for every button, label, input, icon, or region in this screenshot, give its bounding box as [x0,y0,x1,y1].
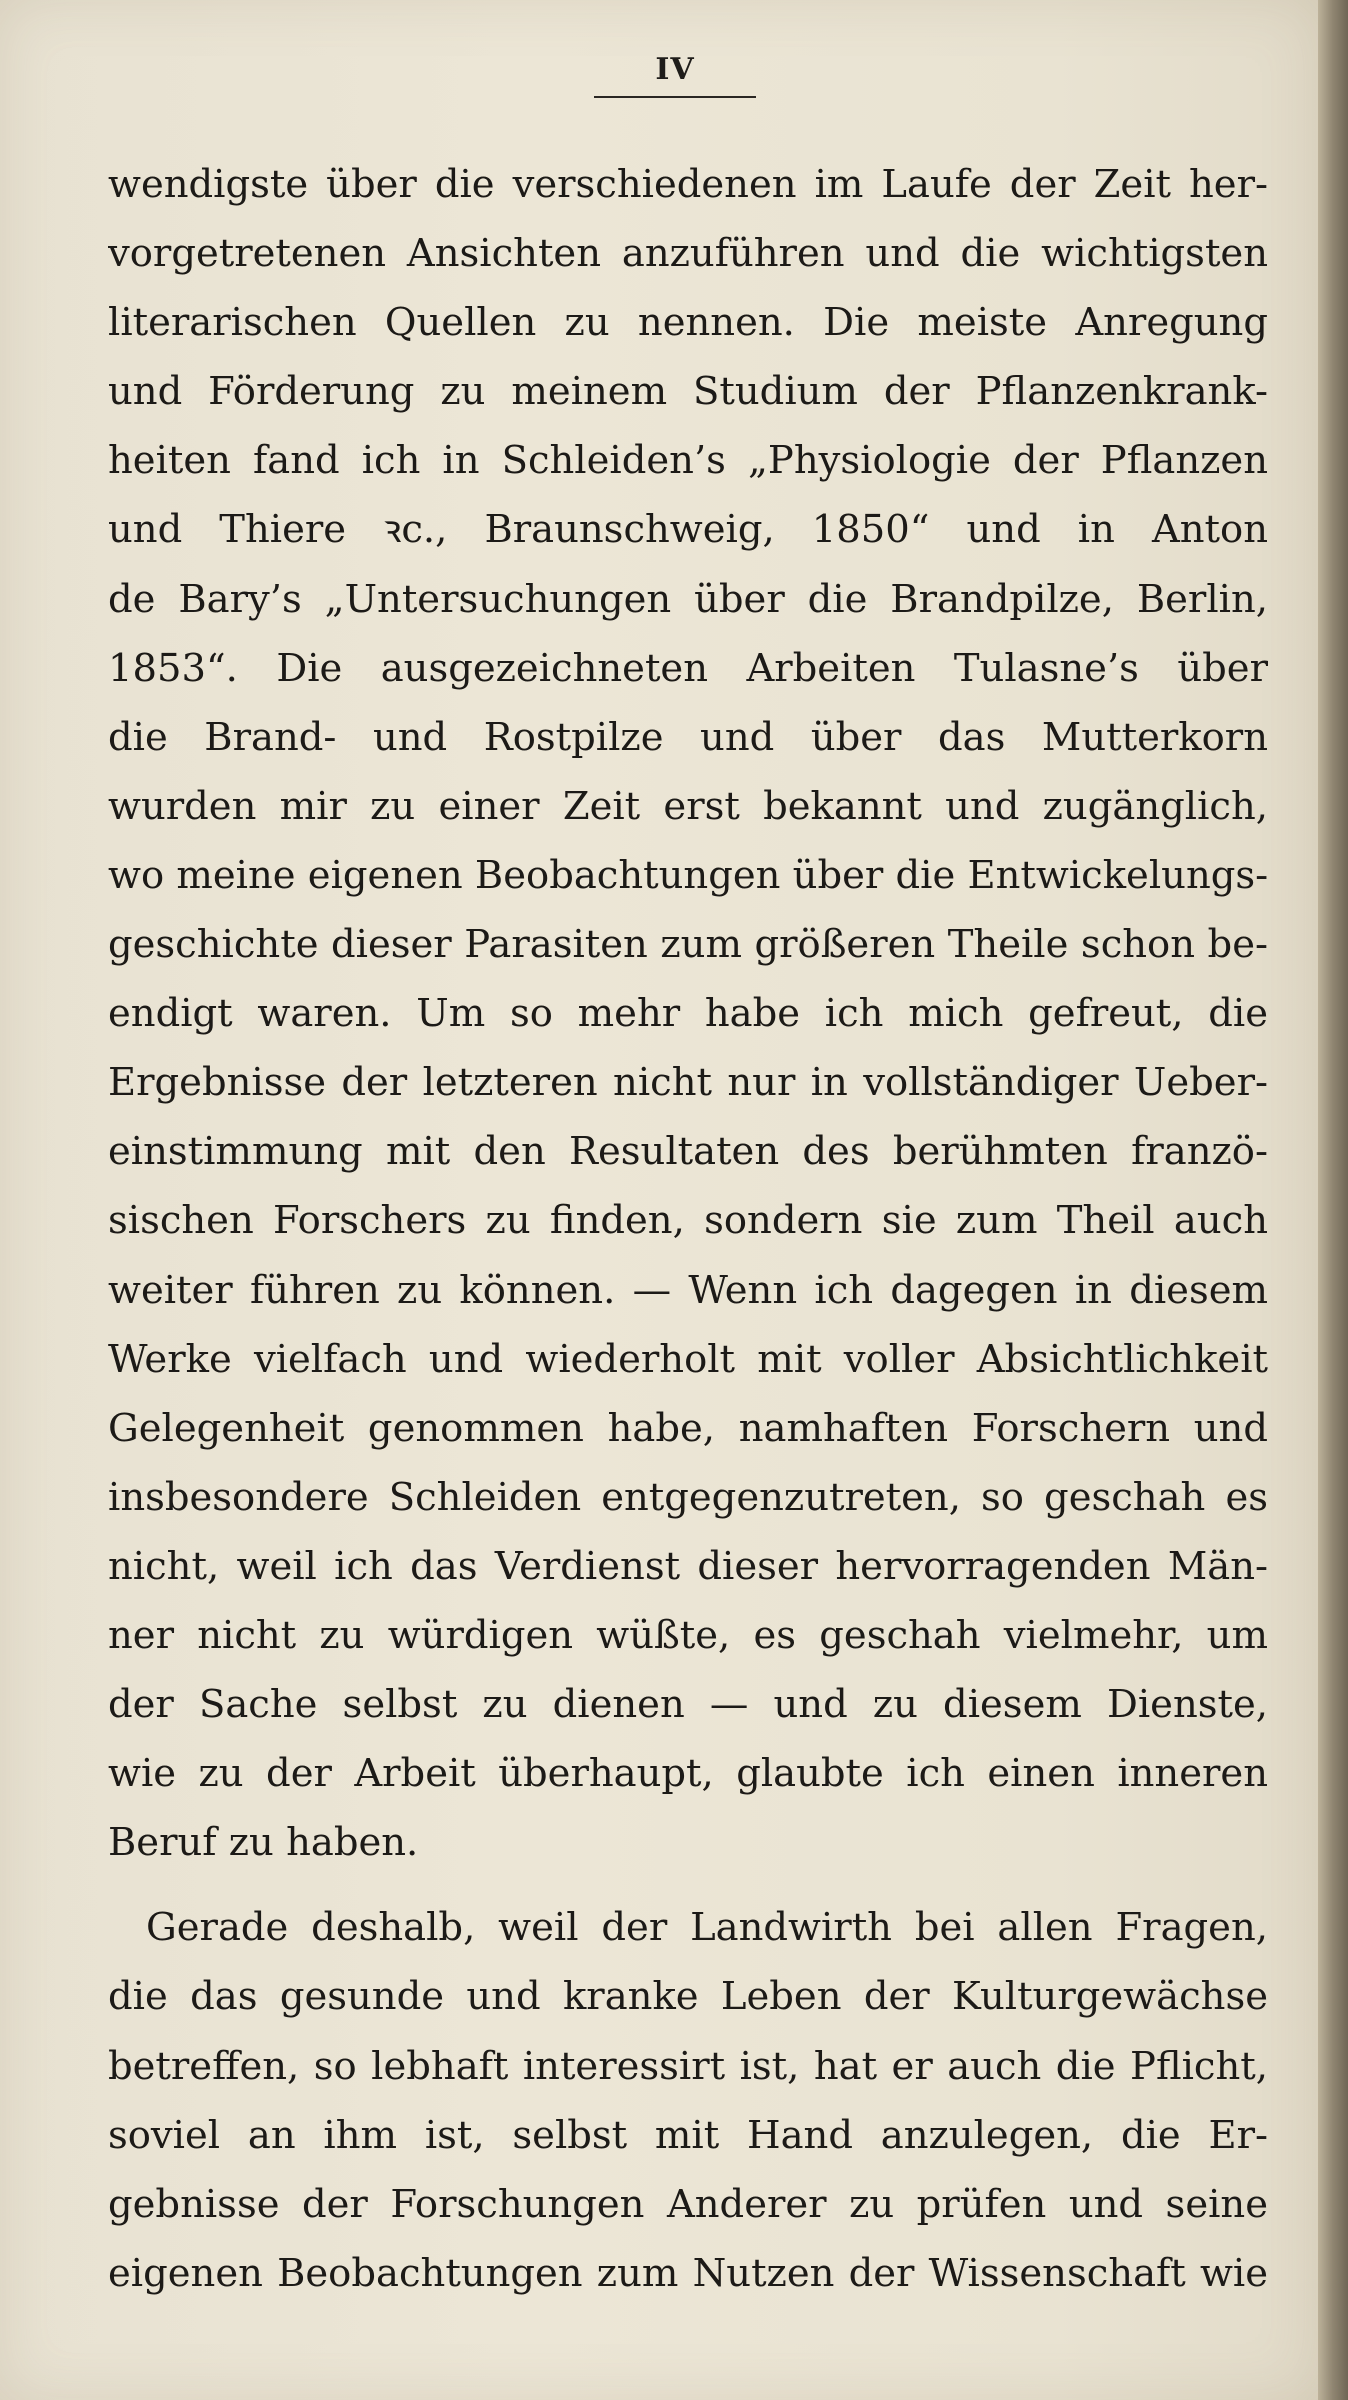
text-line: 1853“. Die ausgezeichneten Arbeiten Tulasne’s über [108,645,1268,691]
text-line: endigt waren. Um so mehr habe ich mich gefreut, die [108,991,1268,1037]
paragraph [108,150,1268,1877]
text-line: die Brand- und Rostpilze und über das Mutterkorn [108,714,1268,760]
text-line: Ergebnisse der letzteren nicht nur in vollständiger Ueber- [108,1060,1268,1106]
text-line: Beruf zu haben. [108,1820,419,1866]
text-line: Gelegenheit genommen habe, namhaften Forschern und [108,1405,1268,1451]
text-line: soviel an ihm ist, selbst mit Hand anzulegen, die Er- [108,2112,1268,2158]
page-header [590,48,760,98]
text-line: literarischen Quellen zu nennen. Die meiste Anregung [108,300,1268,346]
page-edge [1318,0,1348,2400]
text-line: und Thiere ꝛc., Braunschweig, 1850“ und in Anton [108,507,1268,553]
text-line: betreffen, so lebhaft interessirt ist, hat er auch die Pflicht, [108,2043,1268,2089]
header-rule [594,96,756,98]
text-line: wendigste über die verschiedenen im Laufe der Zeit her- [108,162,1268,207]
text-line: und Förderung zu meinem Studium der Pflanzenkrank- [108,369,1268,415]
text-line: wurden mir zu einer Zeit erst bekannt und zugänglich, [108,783,1268,829]
text-line: die das gesunde und kranke Leben der Kulturgewächse [108,1974,1268,2020]
paragraph-gap [108,1877,1268,1893]
text-line: nicht, weil ich das Verdienst dieser hervorragenden Män- [108,1543,1268,1589]
body-text [108,150,1268,2308]
text-line: ner nicht zu würdigen wüßte, es geschah vielmehr, um [108,1612,1268,1658]
text-line: de Bary’s „Untersuchungen über die Brandpilze, Berlin, [108,576,1268,622]
text-line: Gerade deshalb, weil der Landwirth bei allen Fragen, [146,1905,1268,1951]
page-number: IV [655,52,695,87]
text-line: eigenen Beobachtungen zum Nutzen der Wissenschaft wie [108,2250,1268,2296]
text-line: Werke vielfach und wiederholt mit voller Absichtlichkeit [108,1336,1268,1382]
text-line: weiter führen zu können. — Wenn ich dagegen in diesem [108,1267,1268,1313]
text-line: vorgetretenen Ansichten anzuführen und die wichtigsten [108,231,1268,277]
text-line: wo meine eigenen Beobachtungen über die Entwickelungs- [108,852,1268,898]
text-line: wie zu der Arbeit überhaupt, glaubte ich einen inneren [108,1751,1268,1797]
text-line: der Sache selbst zu dienen — und zu diesem Dienste, [108,1682,1268,1728]
text-line: heiten fand ich in Schleiden’s „Physiologie der Pflanzen [108,438,1268,484]
paragraph [108,1893,1268,2308]
text-line: insbesondere Schleiden entgegenzutreten, so geschah es [108,1474,1268,1520]
text-line: geschichte dieser Parasiten zum größeren Theile schon be- [108,922,1268,968]
text-line: sischen Forschers zu finden, sondern sie zum Theil auch [108,1198,1268,1244]
text-line: gebnisse der Forschungen Anderer zu prüfen und seine [108,2181,1268,2227]
text-line: einstimmung mit den Resultaten des berühmten franzö- [108,1129,1268,1175]
